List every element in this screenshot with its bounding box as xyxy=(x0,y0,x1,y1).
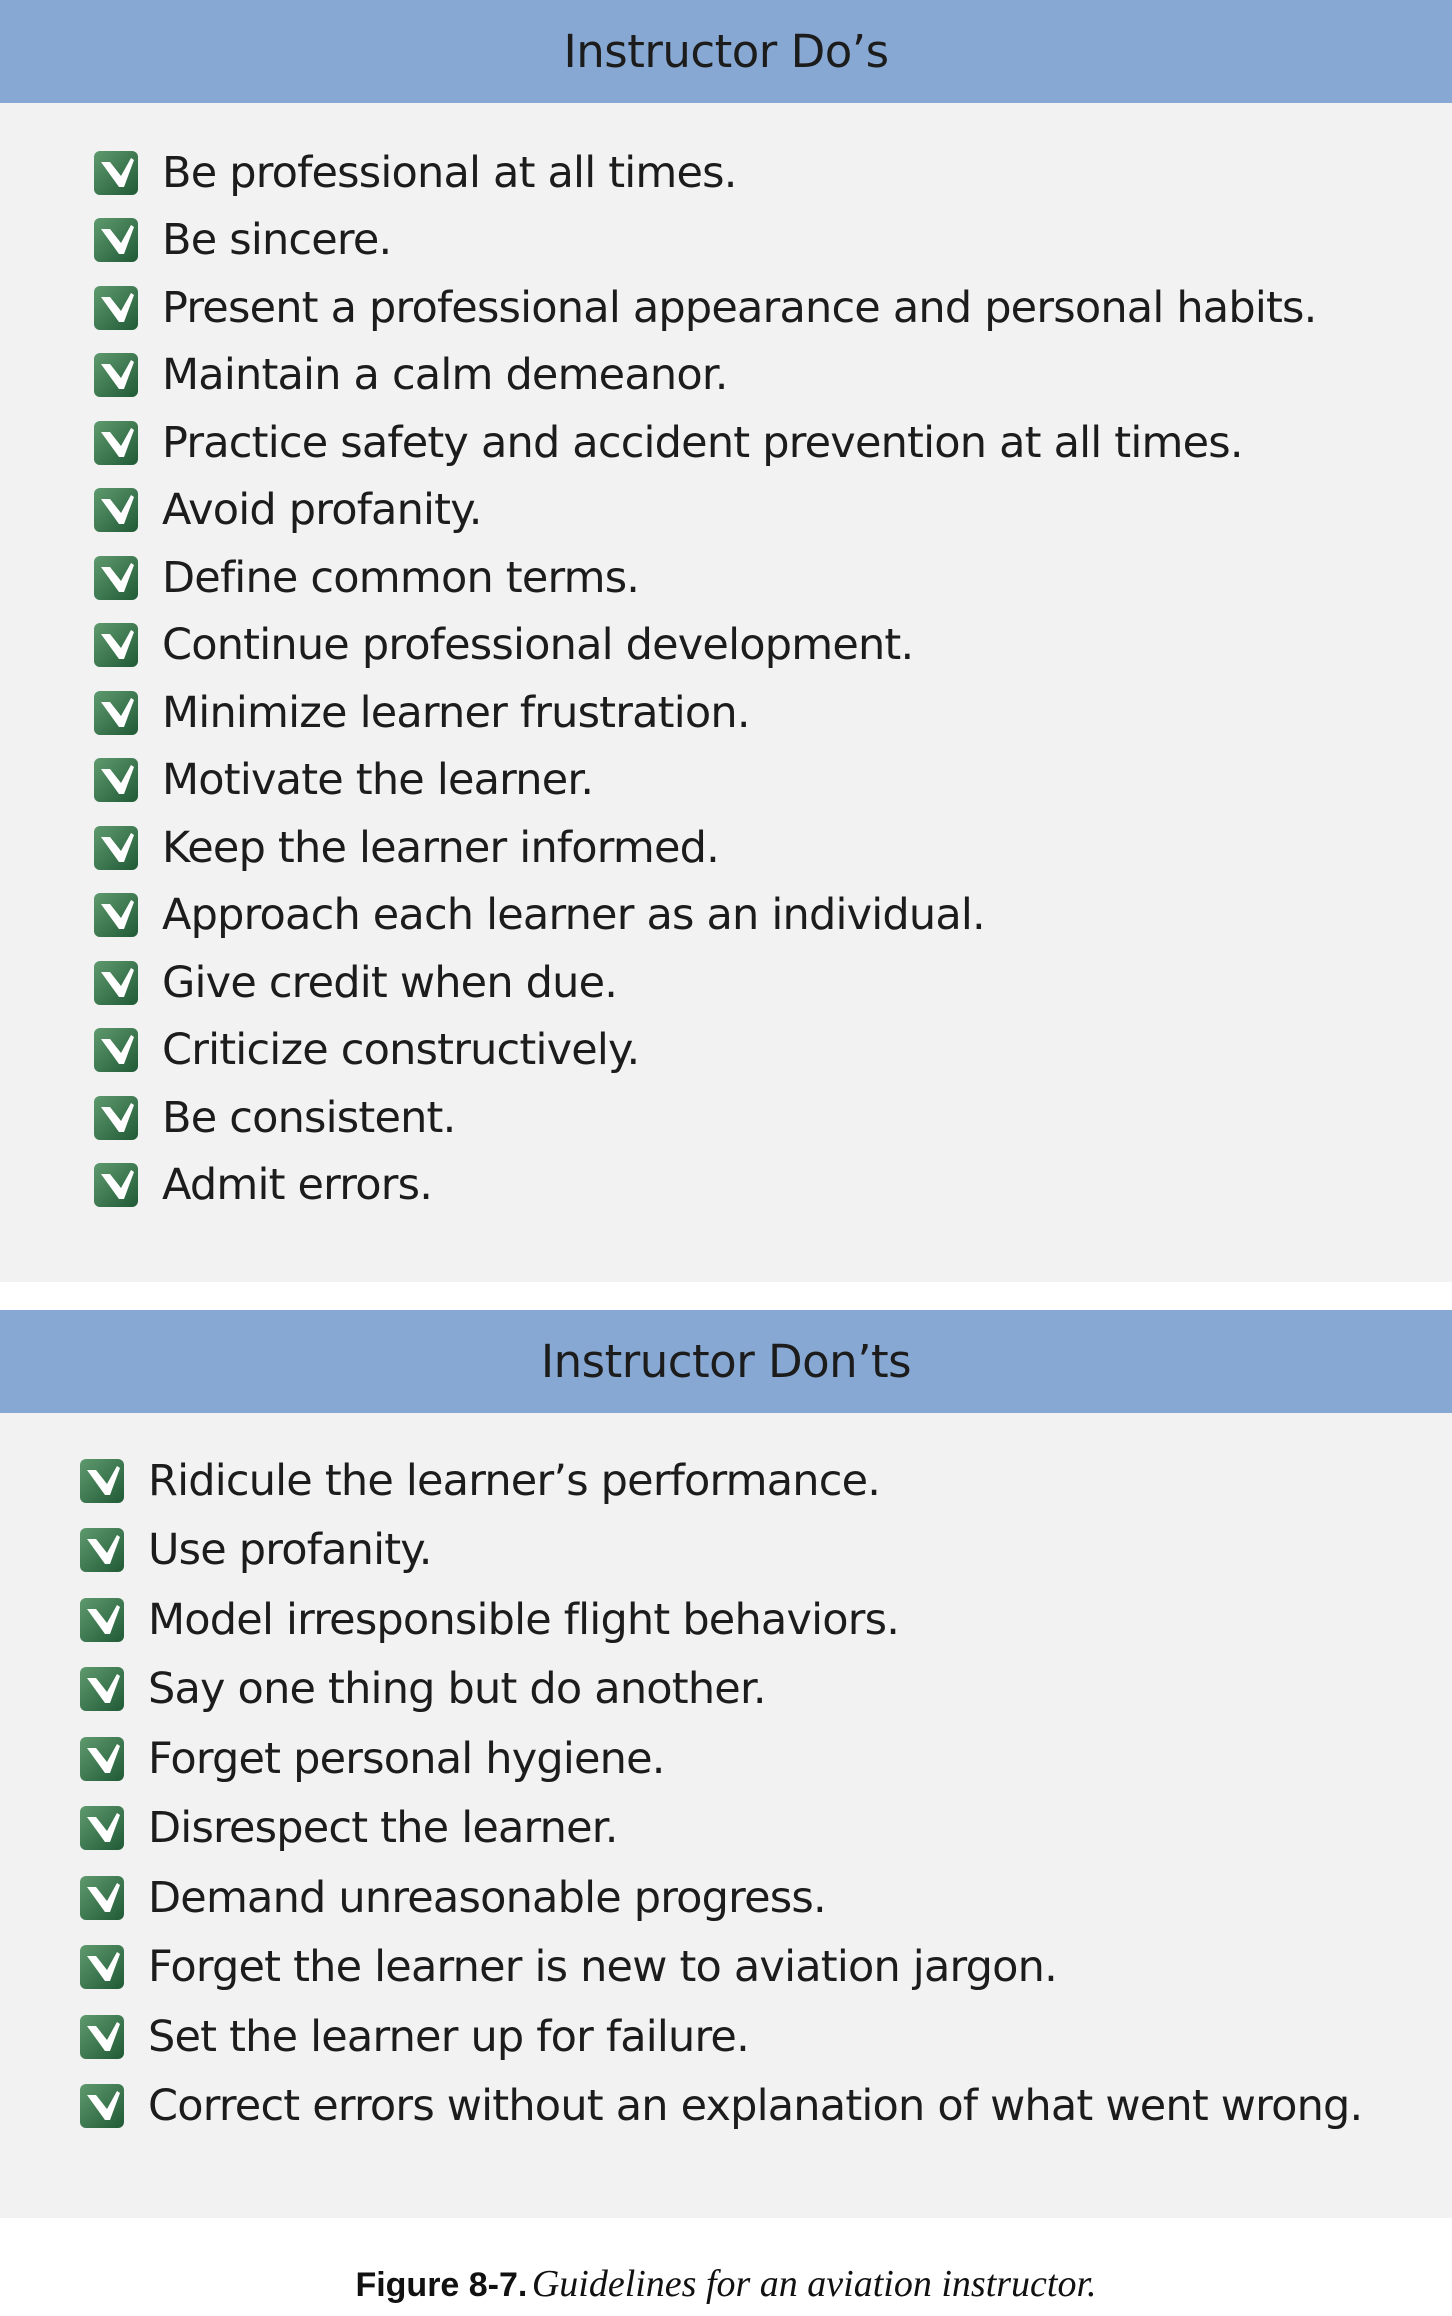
donts-item-text: Say one thing but do another. xyxy=(148,1664,766,1715)
checkmark-icon xyxy=(78,1735,126,1783)
checkmark-icon xyxy=(78,2013,126,2061)
dos-item-text: Minimize learner frustration. xyxy=(162,687,750,738)
dos-item xyxy=(92,679,1452,747)
dos-item xyxy=(92,747,1452,815)
checkmark-icon xyxy=(92,351,140,399)
dos-item-text: Give credit when due. xyxy=(162,957,618,1008)
checkmark-icon xyxy=(78,1804,126,1852)
donts-item xyxy=(78,1655,1452,1725)
checkmark-icon xyxy=(78,1665,126,1713)
dos-item-text: Admit errors. xyxy=(162,1160,433,1211)
figure-caption xyxy=(0,2262,1452,2306)
dos-item-text: Motivate the learner. xyxy=(162,755,594,806)
dos-item xyxy=(92,342,1452,410)
checkmark-icon xyxy=(92,621,140,669)
donts-item xyxy=(78,1516,1452,1586)
checkmark-icon xyxy=(92,1026,140,1074)
donts-item xyxy=(78,1585,1452,1655)
dos-item xyxy=(92,409,1452,477)
checkmark-icon xyxy=(92,756,140,804)
checkmark-icon xyxy=(92,824,140,872)
dos-item-text: Be professional at all times. xyxy=(162,147,737,198)
donts-item xyxy=(78,1446,1452,1516)
donts-item-text: Set the learner up for failure. xyxy=(148,2011,749,2062)
checkmark-icon xyxy=(92,1094,140,1142)
checkmark-icon xyxy=(92,486,140,534)
dos-item xyxy=(92,1084,1452,1152)
checkmark-icon xyxy=(92,284,140,332)
dos-item xyxy=(92,814,1452,882)
dos-item xyxy=(92,1017,1452,1085)
dos-item-text: Define common terms. xyxy=(162,552,640,603)
dos-item-text: Criticize constructively. xyxy=(162,1025,640,1076)
donts-item-text: Use profanity. xyxy=(148,1525,432,1576)
dos-item xyxy=(92,544,1452,612)
checkmark-icon xyxy=(78,2082,126,2130)
donts-item-text: Ridicule the learner’s performance. xyxy=(148,1455,881,1506)
dos-item xyxy=(92,477,1452,545)
instructor-donts-panel xyxy=(0,1310,1452,2218)
dos-item xyxy=(92,612,1452,680)
dos-item-text: Be sincere. xyxy=(162,215,392,266)
dos-item-text: Present a professional appearance and personal habits. xyxy=(162,282,1317,333)
dos-item xyxy=(92,882,1452,950)
checkmark-icon xyxy=(92,959,140,1007)
donts-item xyxy=(78,1933,1452,2003)
checkmark-icon xyxy=(92,1161,140,1209)
dos-item-text: Avoid profanity. xyxy=(162,485,482,536)
checkmark-icon xyxy=(92,689,140,737)
dos-item xyxy=(92,207,1452,275)
checkmark-icon xyxy=(92,216,140,264)
donts-item xyxy=(78,2072,1452,2142)
donts-item xyxy=(78,1724,1452,1794)
dos-item xyxy=(92,1152,1452,1220)
donts-list xyxy=(0,1413,1452,2141)
donts-item-text: Demand unreasonable progress. xyxy=(148,1872,826,1923)
checkmark-icon xyxy=(78,1943,126,1991)
donts-item xyxy=(78,2002,1452,2072)
dos-item-text: Practice safety and accident prevention at all times. xyxy=(162,417,1243,468)
figure-label: Figure 8-7. xyxy=(355,2266,528,2304)
dos-item xyxy=(92,139,1452,207)
dos-item-text: Keep the learner informed. xyxy=(162,822,719,873)
dos-item-text: Approach each learner as an individual. xyxy=(162,890,985,941)
donts-item-text: Model irresponsible flight behaviors. xyxy=(148,1594,900,1645)
donts-item-text: Forget personal hygiene. xyxy=(148,1733,665,1784)
checkmark-icon xyxy=(78,1596,126,1644)
checkmark-icon xyxy=(78,1526,126,1574)
dos-list xyxy=(0,103,1452,1219)
donts-item-text: Forget the learner is new to aviation jargon. xyxy=(148,1942,1057,1993)
checkmark-icon xyxy=(92,554,140,602)
dos-header: Instructor Do’s xyxy=(0,0,1452,103)
dos-item-text: Be consistent. xyxy=(162,1092,456,1143)
checkmark-icon xyxy=(92,891,140,939)
dos-item xyxy=(92,949,1452,1017)
donts-item-text: Disrespect the learner. xyxy=(148,1803,618,1854)
donts-item-text: Correct errors without an explanation of what went wrong. xyxy=(148,2081,1363,2132)
dos-item-text: Maintain a calm demeanor. xyxy=(162,350,728,401)
checkmark-icon xyxy=(78,1874,126,1922)
checkmark-icon xyxy=(92,419,140,467)
checkmark-icon xyxy=(92,149,140,197)
donts-item xyxy=(78,1794,1452,1864)
donts-header: Instructor Don’ts xyxy=(0,1310,1452,1413)
checkmark-icon xyxy=(78,1457,126,1505)
figure-caption-text: Guidelines for an aviation instructor. xyxy=(531,2263,1097,2305)
dos-item-text: Continue professional development. xyxy=(162,620,914,671)
dos-item xyxy=(92,274,1452,342)
donts-item xyxy=(78,1863,1452,1933)
